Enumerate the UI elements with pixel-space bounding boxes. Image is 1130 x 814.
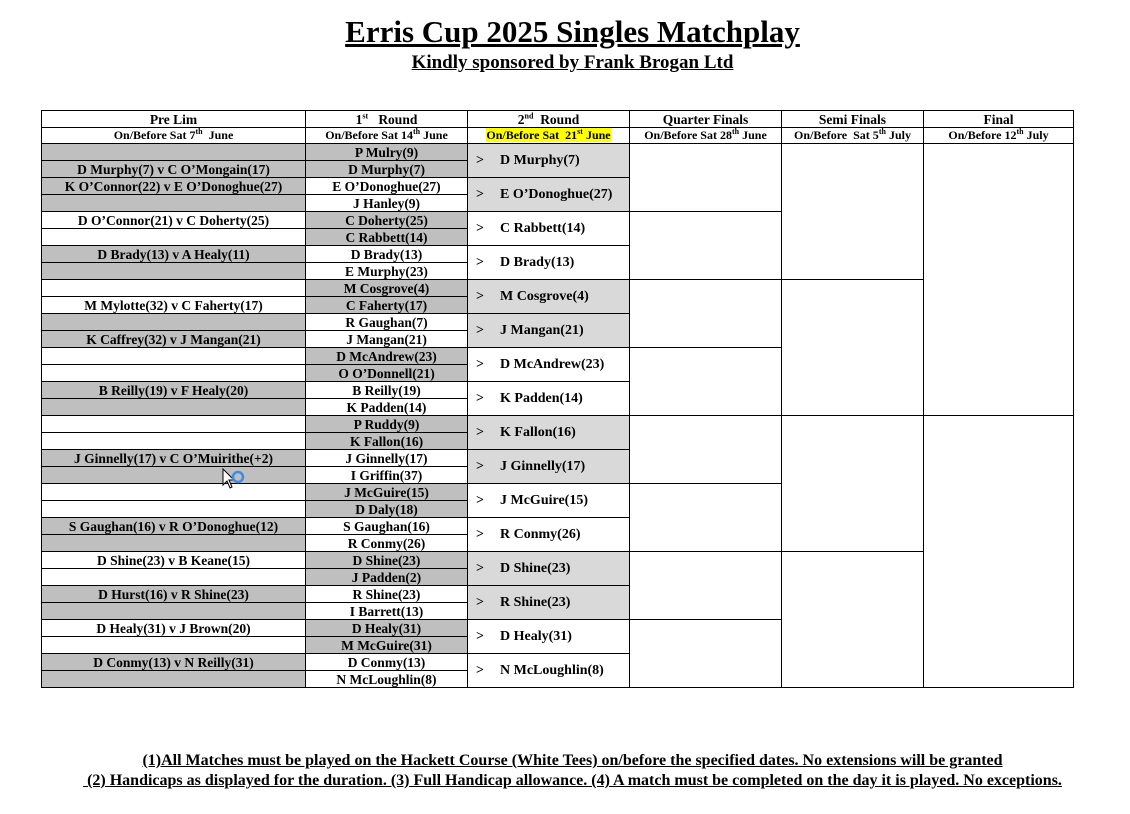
date-round2-sup: st bbox=[577, 127, 583, 136]
round1-player-cell: D Healy(31) bbox=[306, 620, 468, 637]
round1-player-cell: D Brady(13) bbox=[306, 246, 468, 263]
date-semi-month: July bbox=[885, 128, 911, 142]
date-quarter-text: On/Before Sat 28 bbox=[644, 128, 732, 142]
header-round2-num: 2 bbox=[517, 111, 525, 127]
date-round1-month: June bbox=[420, 128, 448, 142]
quarter-final-slot bbox=[630, 280, 782, 348]
round1-player-cell: J Ginnelly(17) bbox=[306, 450, 468, 467]
round1-player-cell: D McAndrew(23) bbox=[306, 348, 468, 365]
date-quarter-month: June bbox=[739, 128, 767, 142]
round1-player-cell: J Mangan(21) bbox=[306, 331, 468, 348]
date-prelim-sup: th bbox=[195, 127, 203, 136]
round1-player-cell: C Rabbett(14) bbox=[306, 229, 468, 246]
round2-player-cell bbox=[468, 416, 630, 450]
round1-player-cell: D Daly(18) bbox=[306, 501, 468, 518]
date-round1-sup: th bbox=[412, 127, 421, 136]
round1-player-cell: P Ruddy(9) bbox=[306, 416, 468, 433]
prelim-match-cell bbox=[42, 280, 306, 297]
header-semi: Semi Finals bbox=[782, 111, 924, 128]
round1-player-cell: D Shine(23) bbox=[306, 552, 468, 569]
date-semi bbox=[782, 128, 924, 144]
round2-player-cell bbox=[468, 518, 630, 552]
mouse-cursor-icon bbox=[222, 468, 248, 496]
round2-player-name: D Murphy(7) bbox=[500, 153, 580, 168]
quarter-final-slot bbox=[630, 416, 782, 484]
prelim-match-cell: M Mylotte(32) v C Faherty(17) bbox=[42, 297, 306, 314]
round1-player-cell: R Shine(23) bbox=[306, 586, 468, 603]
prelim-match-cell bbox=[42, 637, 306, 654]
round2-player-name: D Brady(13) bbox=[500, 255, 575, 270]
round2-player-name: R Conmy(26) bbox=[500, 527, 581, 542]
header-round2-sup: nd bbox=[524, 111, 534, 120]
round1-player-cell: C Doherty(25) bbox=[306, 212, 468, 229]
round2-player-cell bbox=[468, 484, 630, 518]
round1-player-cell: I Griffin(37) bbox=[306, 467, 468, 484]
round1-player-cell: K Fallon(16) bbox=[306, 433, 468, 450]
quarter-final-slot bbox=[630, 552, 782, 620]
round2-player-name: J Ginnelly(17) bbox=[500, 459, 586, 474]
round1-player-cell: J McGuire(15) bbox=[306, 484, 468, 501]
date-round2 bbox=[468, 128, 630, 144]
round1-player-cell: R Gaughan(7) bbox=[306, 314, 468, 331]
prelim-match-cell bbox=[42, 535, 306, 552]
date-final-month: July bbox=[1023, 128, 1049, 142]
prelim-match-cell bbox=[42, 365, 306, 382]
semi-final-slot bbox=[782, 416, 924, 552]
footer-rule-1: (1)All Matches must be played on the Hackett Course (White Tees) on/before the specified dates. No extensions will be granted bbox=[142, 752, 1003, 769]
round2-player-cell bbox=[468, 348, 630, 382]
quarter-final-slot bbox=[630, 484, 782, 552]
header-round1 bbox=[306, 111, 468, 128]
date-semi-sup: th bbox=[878, 127, 886, 136]
round1-player-cell: M Cosgrove(4) bbox=[306, 280, 468, 297]
round2-player-cell bbox=[468, 654, 630, 688]
round1-player-cell: E O’Donoghue(27) bbox=[306, 178, 468, 195]
date-prelim-text: On/Before Sat 7 bbox=[113, 128, 196, 142]
advance-arrow-icon: > bbox=[476, 663, 484, 678]
header-round1-sup: st bbox=[362, 111, 369, 120]
round2-player-cell bbox=[468, 144, 630, 178]
prelim-match-cell: B Reilly(19) v F Healy(20) bbox=[42, 382, 306, 399]
quarter-final-slot bbox=[630, 212, 782, 280]
prelim-match-cell: D Conmy(13) v N Reilly(31) bbox=[42, 654, 306, 671]
header-round2 bbox=[468, 111, 630, 128]
advance-arrow-icon: > bbox=[476, 595, 484, 610]
prelim-match-cell bbox=[42, 348, 306, 365]
round2-player-cell bbox=[468, 586, 630, 620]
prelim-match-cell bbox=[42, 484, 306, 501]
round2-player-name: K Padden(14) bbox=[500, 391, 583, 406]
footer-rule-2: (2) Handicaps as displayed for the duration. (3) Full Handicap allowance. (4) A match must be completed on the day it is played. No exceptions. bbox=[83, 772, 1062, 789]
prelim-match-cell bbox=[42, 263, 306, 280]
quarter-final-slot bbox=[630, 620, 782, 688]
date-quarter-sup: th bbox=[731, 127, 740, 136]
date-semi-text: On/Before Sat 5 bbox=[794, 128, 879, 142]
prelim-match-cell bbox=[42, 399, 306, 416]
semi-final-slot bbox=[782, 552, 924, 688]
round1-player-cell: J Padden(2) bbox=[306, 569, 468, 586]
date-round2-month: June bbox=[582, 128, 611, 142]
prelim-match-cell: D O’Connor(21) v C Doherty(25) bbox=[42, 212, 306, 229]
round2-player-cell bbox=[468, 246, 630, 280]
advance-arrow-icon: > bbox=[476, 459, 484, 474]
prelim-match-cell: D Healy(31) v J Brown(20) bbox=[42, 620, 306, 637]
prelim-match-cell bbox=[42, 433, 306, 450]
date-final-sup: th bbox=[1016, 127, 1024, 136]
prelim-match-cell bbox=[42, 467, 306, 484]
advance-arrow-icon: > bbox=[476, 357, 484, 372]
advance-arrow-icon: > bbox=[476, 493, 484, 508]
prelim-match-cell bbox=[42, 195, 306, 212]
round2-player-name: D McAndrew(23) bbox=[500, 357, 605, 372]
advance-arrow-icon: > bbox=[476, 289, 484, 304]
prelim-match-cell bbox=[42, 229, 306, 246]
header-prelim: Pre Lim bbox=[42, 111, 306, 128]
prelim-match-cell: D Brady(13) v A Healy(11) bbox=[42, 246, 306, 263]
prelim-match-cell bbox=[42, 569, 306, 586]
prelim-match-cell: S Gaughan(16) v R O’Donoghue(12) bbox=[42, 518, 306, 535]
page-title: Erris Cup 2025 Singles Matchplay bbox=[345, 14, 800, 49]
round2-player-name: N McLoughlin(8) bbox=[500, 663, 604, 678]
date-round2-text: On/Before Sat 21 bbox=[486, 128, 578, 142]
prelim-match-cell bbox=[42, 144, 306, 161]
round1-player-cell: R Conmy(26) bbox=[306, 535, 468, 552]
draw-table bbox=[41, 110, 1074, 688]
round2-player-name: K Fallon(16) bbox=[500, 425, 576, 440]
round1-player-cell: J Hanley(9) bbox=[306, 195, 468, 212]
round2-player-name: M Cosgrove(4) bbox=[500, 289, 589, 304]
page-subtitle: Kindly sponsored by Frank Brogan Ltd bbox=[411, 52, 734, 73]
round1-player-cell: K Padden(14) bbox=[306, 399, 468, 416]
quarter-final-slot bbox=[630, 144, 782, 212]
semi-final-slot bbox=[782, 144, 924, 280]
round2-player-name: R Shine(23) bbox=[500, 595, 571, 610]
round1-player-cell: I Barrett(13) bbox=[306, 603, 468, 620]
dates-row bbox=[42, 128, 1074, 144]
header-round1-num: 1 bbox=[355, 111, 363, 127]
date-final bbox=[924, 128, 1074, 144]
prelim-match-cell: D Murphy(7) v C O’Mongain(17) bbox=[42, 161, 306, 178]
date-final-text: On/Before 12 bbox=[948, 128, 1017, 142]
header-final: Final bbox=[924, 111, 1074, 128]
round1-player-cell: B Reilly(19) bbox=[306, 382, 468, 399]
round1-player-cell: E Murphy(23) bbox=[306, 263, 468, 280]
final-slot bbox=[924, 144, 1074, 416]
date-round1 bbox=[306, 128, 468, 144]
table-row bbox=[42, 280, 1074, 297]
round1-player-cell: D Murphy(7) bbox=[306, 161, 468, 178]
round1-player-cell: O O’Donnell(21) bbox=[306, 365, 468, 382]
header-round2-text: Round bbox=[533, 111, 580, 127]
advance-arrow-icon: > bbox=[476, 561, 484, 576]
table-row bbox=[42, 552, 1074, 569]
date-quarter bbox=[630, 128, 782, 144]
advance-arrow-icon: > bbox=[476, 527, 484, 542]
advance-arrow-icon: > bbox=[476, 221, 484, 236]
round1-player-cell: C Faherty(17) bbox=[306, 297, 468, 314]
round2-player-cell bbox=[468, 552, 630, 586]
round2-player-name: J McGuire(15) bbox=[500, 493, 588, 508]
round2-player-cell bbox=[468, 620, 630, 654]
round2-player-name: E O’Donoghue(27) bbox=[500, 187, 613, 202]
round2-player-cell bbox=[468, 178, 630, 212]
round2-player-cell bbox=[468, 450, 630, 484]
date-prelim bbox=[42, 128, 306, 144]
round1-player-cell: N McLoughlin(8) bbox=[306, 671, 468, 688]
round1-player-cell: P Mulry(9) bbox=[306, 144, 468, 161]
advance-arrow-icon: > bbox=[476, 187, 484, 202]
advance-arrow-icon: > bbox=[476, 629, 484, 644]
round2-player-cell bbox=[468, 382, 630, 416]
round2-player-name: D Shine(23) bbox=[500, 561, 571, 576]
prelim-match-cell bbox=[42, 416, 306, 433]
table-row bbox=[42, 416, 1074, 433]
round2-player-cell bbox=[468, 280, 630, 314]
prelim-match-cell bbox=[42, 603, 306, 620]
prelim-match-cell bbox=[42, 671, 306, 688]
prelim-match-cell: J Ginnelly(17) v C O’Muirithe(+2) bbox=[42, 450, 306, 467]
prelim-match-cell bbox=[42, 314, 306, 331]
prelim-match-cell: K O’Connor(22) v E O’Donoghue(27) bbox=[42, 178, 306, 195]
round2-player-name: J Mangan(21) bbox=[500, 323, 584, 338]
date-prelim-month: June bbox=[202, 128, 234, 142]
advance-arrow-icon: > bbox=[476, 323, 484, 338]
round2-player-name: D Healy(31) bbox=[500, 629, 572, 644]
round2-player-name: C Rabbett(14) bbox=[500, 221, 586, 236]
advance-arrow-icon: > bbox=[476, 425, 484, 440]
header-quarter: Quarter Finals bbox=[630, 111, 782, 128]
date-round1-text: On/Before Sat 14 bbox=[325, 128, 413, 142]
advance-arrow-icon: > bbox=[476, 153, 484, 168]
advance-arrow-icon: > bbox=[476, 255, 484, 270]
prelim-match-cell: D Shine(23) v B Keane(15) bbox=[42, 552, 306, 569]
quarter-final-slot bbox=[630, 348, 782, 416]
header-round1-text: Round bbox=[368, 111, 418, 127]
final-slot bbox=[924, 416, 1074, 688]
round1-player-cell: M McGuire(31) bbox=[306, 637, 468, 654]
round2-player-cell bbox=[468, 212, 630, 246]
table-row bbox=[42, 144, 1074, 161]
round1-player-cell: S Gaughan(16) bbox=[306, 518, 468, 535]
semi-final-slot bbox=[782, 280, 924, 416]
prelim-match-cell: K Caffrey(32) v J Mangan(21) bbox=[42, 331, 306, 348]
round2-player-cell bbox=[468, 314, 630, 348]
round1-player-cell: D Conmy(13) bbox=[306, 654, 468, 671]
prelim-match-cell: D Hurst(16) v R Shine(23) bbox=[42, 586, 306, 603]
header-row bbox=[42, 111, 1074, 128]
prelim-match-cell bbox=[42, 501, 306, 518]
advance-arrow-icon: > bbox=[476, 391, 484, 406]
